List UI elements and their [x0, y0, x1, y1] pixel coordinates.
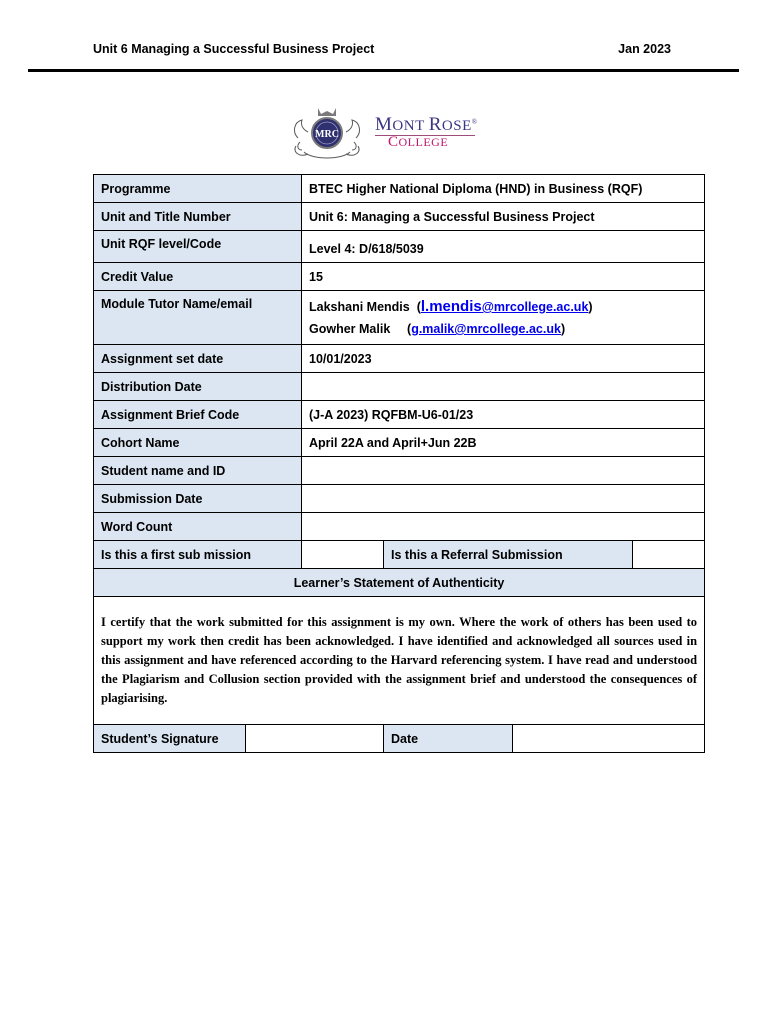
header-unit-title: Unit 6 Managing a Successful Business Project — [93, 42, 375, 56]
value-credit: 15 — [302, 263, 705, 291]
label-first-submission: Is this a first sub mission — [94, 541, 302, 569]
value-first-submission[interactable] — [302, 541, 384, 569]
row-signature — [94, 725, 705, 753]
statement-text: I certify that the work submitted for this assignment is my own. Where the work of others has been used to support my work then credit has been acknowledged. I have identified and acknowledged all sources used in this assignment and have referenced according to the Harvard referencing system. I have read and understood the Plagiarism and Collusion section provided with the assignment brief and understood the consequences of plagiarising. — [94, 597, 705, 725]
label-signature: Student’s Signature — [94, 725, 246, 753]
row-credit — [94, 263, 705, 291]
label-student: Student name and ID — [94, 457, 302, 485]
value-student[interactable] — [302, 457, 705, 485]
value-programme: BTEC Higher National Diploma (HND) in Business (RQF) — [302, 175, 705, 203]
tutor-1: Lakshani Mendis (l.mendis@mrcollege.ac.uk) — [309, 298, 593, 315]
tutor-2-name: Gowher Malik — [309, 322, 391, 336]
row-tutor — [94, 291, 705, 345]
value-date[interactable] — [513, 725, 705, 753]
statement-heading: Learner’s Statement of Authenticity — [94, 569, 705, 597]
value-set-date: 10/01/2023 — [302, 345, 705, 373]
label-word-count: Word Count — [94, 513, 302, 541]
tutor-1-name: Lakshani Mendis — [309, 300, 410, 314]
header-rule — [28, 69, 739, 72]
row-cohort — [94, 429, 705, 457]
value-word-count[interactable] — [302, 513, 705, 541]
page-header — [93, 42, 671, 62]
value-rqf: Level 4: D/618/5039 — [302, 231, 705, 263]
label-submission: Submission Date — [94, 485, 302, 513]
label-rqf: Unit RQF level/Code — [94, 231, 302, 263]
tutor-1-email-link[interactable]: l.mendis@mrcollege.ac.uk — [420, 298, 589, 315]
row-brief-code — [94, 401, 705, 429]
tutor-2: Gowher Malik (g.malik@mrcollege.ac.uk) — [309, 318, 697, 341]
value-referral-submission[interactable] — [633, 541, 705, 569]
label-programme: Programme — [94, 175, 302, 203]
label-set-date: Assignment set date — [94, 345, 302, 373]
tutor-2-email-link[interactable]: g.malik@mrcollege.ac.uk — [411, 322, 561, 336]
value-cohort: April 22A and April+Jun 22B — [302, 429, 705, 457]
value-distribution[interactable] — [302, 373, 705, 401]
row-student — [94, 457, 705, 485]
value-unit-title: Unit 6: Managing a Successful Business Project — [302, 203, 705, 231]
label-unit-title: Unit and Title Number — [94, 203, 302, 231]
value-brief-code: (J-A 2023) RQFBM-U6-01/23 — [302, 401, 705, 429]
label-tutor: Module Tutor Name/email — [94, 291, 302, 345]
row-statement-heading — [94, 569, 705, 597]
row-statement-text — [94, 597, 705, 725]
header-date: Jan 2023 — [618, 42, 671, 56]
value-signature[interactable] — [246, 725, 384, 753]
label-date: Date — [384, 725, 513, 753]
row-submission-type — [94, 541, 705, 569]
label-credit: Credit Value — [94, 263, 302, 291]
seal-text: MRC — [315, 129, 339, 140]
college-logo: MRC MONT ROSE® COLLEGE — [290, 102, 490, 160]
assignment-cover-table — [93, 174, 705, 753]
row-submission — [94, 485, 705, 513]
college-seal-icon — [290, 102, 364, 160]
row-distribution — [94, 373, 705, 401]
value-tutor — [302, 291, 705, 345]
row-programme — [94, 175, 705, 203]
label-distribution: Distribution Date — [94, 373, 302, 401]
label-cohort: Cohort Name — [94, 429, 302, 457]
row-set-date — [94, 345, 705, 373]
row-unit-title — [94, 203, 705, 231]
row-word-count — [94, 513, 705, 541]
label-brief-code: Assignment Brief Code — [94, 401, 302, 429]
value-submission[interactable] — [302, 485, 705, 513]
label-referral-submission: Is this a Referral Submission — [384, 541, 633, 569]
row-rqf — [94, 231, 705, 263]
